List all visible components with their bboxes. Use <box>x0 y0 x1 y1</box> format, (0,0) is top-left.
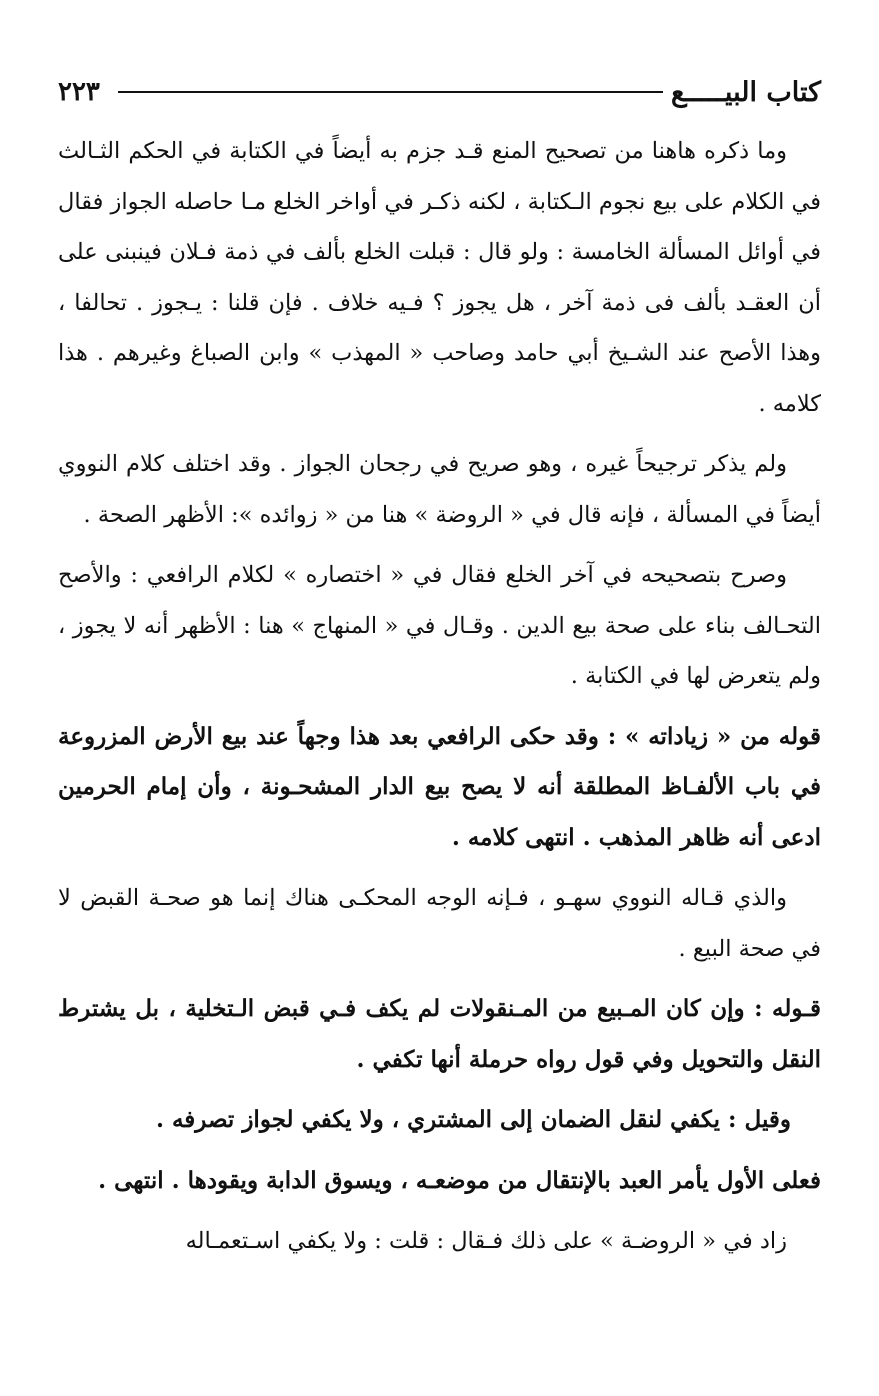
paragraph: زاد في « الروضـة » على ذلك فـقال : قلت : ولا يكفي اسـتعمـاله <box>185 1228 787 1254</box>
quoted-paragraph: قوله من « زياداته » : وقد حكى الرافعي بعد هذا وجهاً عند بيع الأرض المزروعة في باب الألفـاظ المطلقة أنه لا يصح بيع الدار المشحـونة ، وأن إمام الحرمين ادعى أنه ظاهر المذهب . انتهى كلامه . <box>58 722 821 851</box>
quoted-paragraph: وقيل : يكفي لنقل الضمان إلى المشتري ، ولا يكفي لجواز تصرفه . <box>155 1106 791 1133</box>
page-number: ٢٢٣ <box>58 77 100 107</box>
paragraph: ولم يذكر ترجيحاً غيره ، وهو صريح في رجحان الجواز . وقد اختلف كلام النووي أيضاً في المسألة ، فإنه قال في « الروضة » هنا من « زوائده »: الأظهر الصحة . <box>58 451 821 528</box>
running-title: كتاب البيـــــع <box>671 76 821 108</box>
page-header <box>58 68 821 116</box>
paragraph: وصرح بتصحيحه في آخر الخلع فقال في « اختصاره » لكلام الرافعي : والأصح التحـالف بناء على صحة بيع الدين . وقـال في « المنهاج » هنا : الأظهر أنه لا يجوز ، ولم يتعرض لها في الكتابة . <box>58 562 821 689</box>
header-rule <box>118 91 663 93</box>
page-body <box>58 126 821 1277</box>
quoted-paragraph: فعلى الأول يأمر العبد بالإنتقال من موضعـه ، ويسوق الدابة ويقودها . انتهى . <box>98 1166 821 1194</box>
paragraph: والذي قـاله النووي سهـو ، فـإنه الوجه المحكـى هناك إنما هو صحـة القبض لا في صحة البيع . <box>58 885 821 962</box>
paragraph: وما ذكره هاهنا من تصحيح المنع قـد جزم به أيضاً في الكتابة في الحكم الثـالث في الكلام على بيع نجوم الـكتابة ، لكنه ذكـر في أواخر الخلع مـا حاصله الجواز فقال في أوائل المسألة الخامسة : ولو قال : قبلت الخلع بألف في ذمة فـلان فينبنى على أن العقـد بألف فى ذمة آخر ، هل يجوز ؟ فـيه خلاف . فإن قلنا : يـجوز . تحالفا ، وهذا الأصح عند الشـيخ أبي حامد وصاحب « المهذب » وابن الصباغ وغيرهم . هذا كلامه . <box>58 138 821 417</box>
quoted-paragraph: قـوله : وإن كان المـبيع من المـنقولات لم يكف فـي قبض الـتخلية ، بل يشترط النقل والتحويل وفي قول رواه حرملة أنها تكفي . <box>58 995 821 1073</box>
